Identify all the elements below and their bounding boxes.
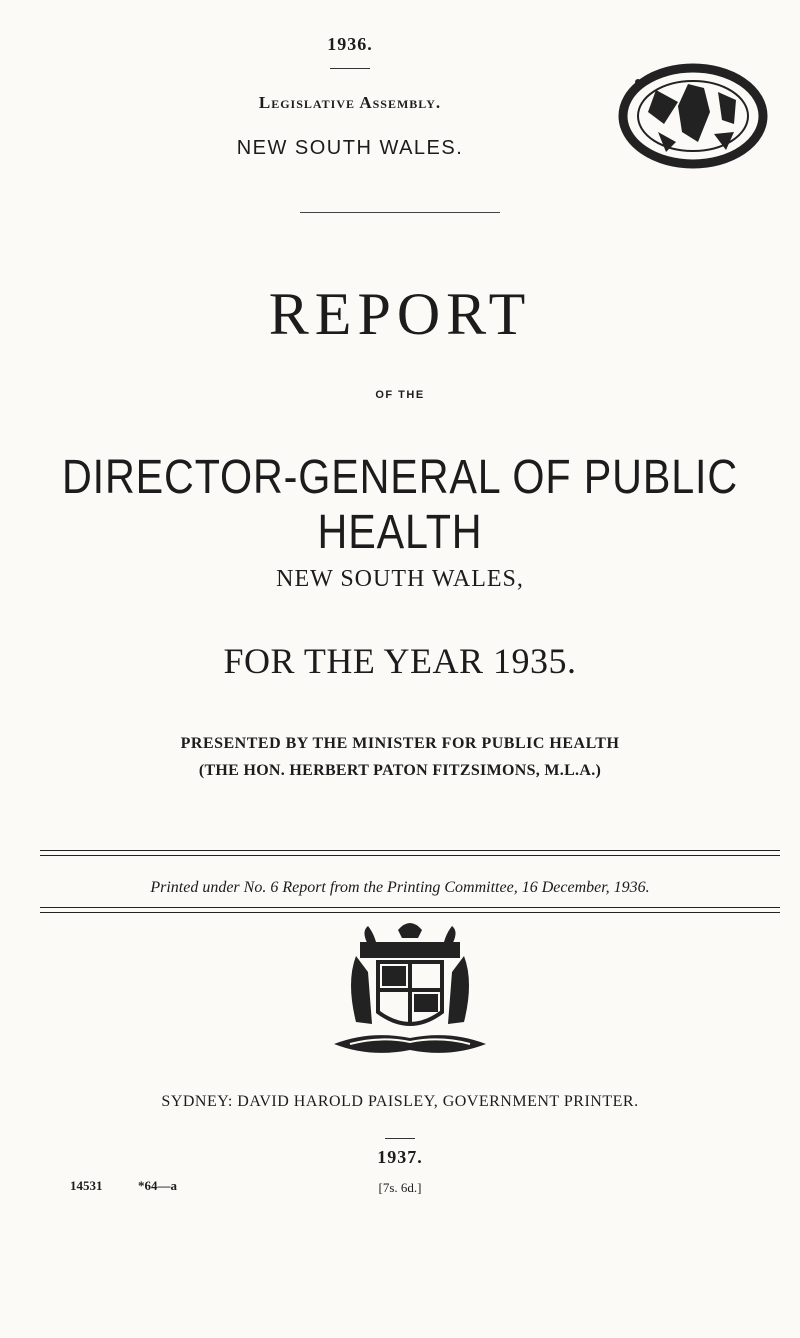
coat-of-arms-icon (320, 912, 500, 1072)
minister-name: (THE HON. HERBERT PATON FITZSIMONS, M.L.A.) (198, 762, 602, 779)
divider (300, 212, 500, 213)
period-title: FOR THE YEAR 1935. (223, 641, 577, 681)
state-heading: NEW SOUTH WALES. (236, 137, 464, 159)
price: [7s. 6d.] (378, 1180, 422, 1195)
double-rule-top (40, 850, 780, 856)
library-stamp-icon (618, 62, 768, 170)
print-number: 14531 (70, 1178, 103, 1193)
imprint-year: 1937. (377, 1147, 423, 1167)
presented-by: PRESENTED BY THE MINISTER FOR PUBLIC HEALTH (180, 735, 620, 752)
divider (330, 68, 370, 69)
printing-order: Printed under No. 6 Report from the Printing Committee, 16 December, 1936. (150, 879, 650, 896)
assembly-heading: Legislative Assembly. (258, 93, 442, 112)
print-code: *64—a (138, 1178, 177, 1193)
of-the-label: OF THE (375, 389, 425, 401)
printer-imprint: SYDNEY: DAVID HAROLD PAISLEY, GOVERNMENT PRINTER. (161, 1093, 639, 1110)
office-title: DIRECTOR-GENERAL OF PUBLIC HEALTH (61, 451, 739, 559)
header-year: 1936. (327, 34, 373, 54)
divider (385, 1138, 415, 1139)
state-subtitle: NEW SOUTH WALES, (276, 566, 524, 592)
report-title: REPORT (268, 281, 532, 347)
